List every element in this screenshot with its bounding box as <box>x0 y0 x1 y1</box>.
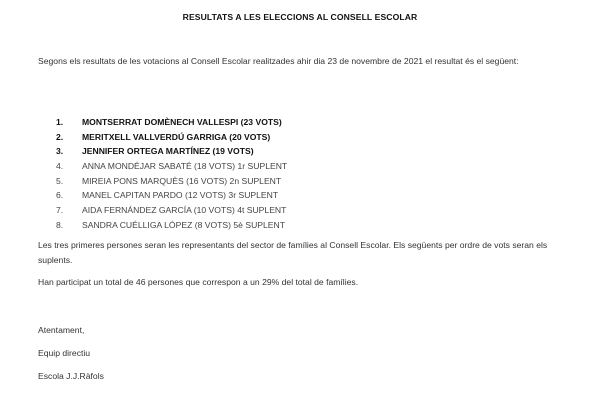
result-text: ANNA MONDÉJAR SABATÉ (18 VOTS) 1r SUPLENT <box>82 161 288 172</box>
result-number: 3. <box>56 146 64 157</box>
result-number: 8. <box>56 219 64 230</box>
result-text: MIREIA PONS MARQUÈS (16 VOTS) 2n SUPLENT <box>82 175 282 186</box>
result-text: MONTSERRAT DOMÈNECH VALLESPI (23 VOTS) <box>82 117 282 127</box>
result-number: 7. <box>56 205 64 216</box>
result-item <box>56 203 287 218</box>
signature-text: Equip directiu <box>38 348 91 358</box>
explanation-paragraph: Les tres primeres persones seran les representants del sector de famílies al Consell Escolar. Els següents per ordre de vots seran els suplents. <box>38 240 548 265</box>
result-number: 6. <box>56 190 64 201</box>
result-number: 4. <box>56 161 64 172</box>
result-text: JENNIFER ORTEGA MARTÍNEZ (19 VOTS) <box>82 146 254 157</box>
result-item <box>56 174 287 189</box>
result-item <box>56 144 287 159</box>
result-text: MERITXELL VALLVERDÚ GARRIGA (20 VOTS) <box>82 131 271 142</box>
school-name: Escola J.J.Ràfols <box>38 371 104 381</box>
result-item <box>56 130 287 145</box>
result-number: 5. <box>56 175 64 186</box>
document-title: RESULTATS A LES ELECCIONS AL CONSELL ESCOLAR <box>182 12 418 22</box>
result-text: SANDRA CUÉLLIGA LÓPEZ (8 VOTS) 5è SUPLENT <box>82 219 285 230</box>
results-list <box>56 115 287 233</box>
result-text: MANEL CAPITAN PARDO (12 VOTS) 3r SUPLENT <box>82 190 279 201</box>
intro-paragraph: Segons els resultats de les votacions al Consell Escolar realitzades ahir dia 23 de novembre de 2021 el resultat és el següent: <box>38 56 519 66</box>
result-item <box>56 159 287 174</box>
result-item <box>56 218 287 233</box>
result-number: 1. <box>56 117 64 127</box>
result-item <box>56 115 287 130</box>
result-text: AIDA FERNÁNDEZ GARCÍA (10 VOTS) 4t SUPLENT <box>82 205 287 216</box>
result-number: 2. <box>56 131 64 142</box>
participation-paragraph: Han participat un total de 46 persones que correspon a un 29% del total de famílies. <box>38 277 359 287</box>
closing-text: Atentament, <box>38 325 85 335</box>
result-item <box>56 188 287 203</box>
